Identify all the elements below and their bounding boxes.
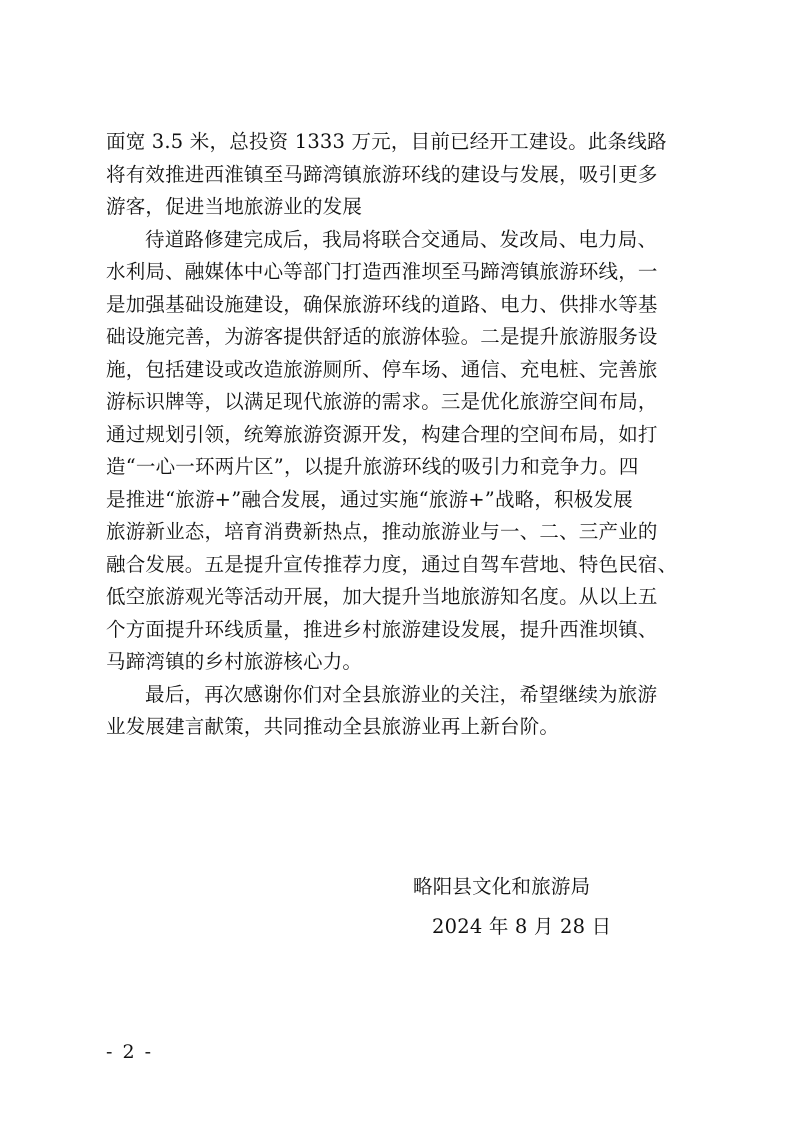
page-number: - 2 -	[106, 1041, 154, 1063]
paragraph-line: 游客，促进当地旅游业的发展	[106, 195, 363, 218]
paragraph-1	[106, 126, 696, 224]
paragraph-line: 低空旅游观光等活动开展，加大提升当地旅游知名度。从以上五	[106, 585, 658, 608]
paragraph-line: 个方面提升环线质量，推进乡村旅游建设发展，提升西淮坝镇、	[106, 617, 658, 641]
paragraph-line: 是加强基础设施建设，确保旅游环线的道路、电力、供排水等基	[106, 292, 658, 316]
paragraph-line: 待道路修建完成后，我局将联合交通局、发改局、电力局、	[145, 227, 658, 251]
paragraph-line: 融合发展。五是提升宣传推荐力度，通过自驾车营地、特色民宿、	[106, 552, 678, 576]
paragraph-line: 是推进“旅游+”融合发展，通过实施“旅游+”战略，积极发展	[106, 487, 633, 511]
paragraph-line: 将有效推进西淮镇至马蹄湾镇旅游环线的建设与发展，吸引更多	[106, 162, 658, 186]
signature-date: 2024 年 8 月 28 日	[432, 915, 612, 938]
document-body	[106, 126, 696, 744]
paragraph-2	[106, 224, 696, 679]
paragraph-line: 业发展建言献策，共同推动全县旅游业再上新台阶。	[106, 715, 560, 738]
paragraph-line: 通过规划引领，统筹旅游资源开发，构建合理的空间布局，如打	[106, 422, 658, 446]
paragraph-line: 马蹄湾镇的乡村旅游核心力。	[106, 650, 363, 673]
paragraph-line: 面宽 3.5 米，总投资 1333 万元，目前已经开工建设。此条线路	[106, 130, 667, 153]
paragraph-line: 施，包括建设或改造旅游厕所、停车场、通信、充电桩、完善旅	[106, 357, 658, 381]
paragraph-line: 造“一心一环两片区”，以提升旅游环线的吸引力和竞争力。四	[106, 455, 639, 478]
paragraph-line: 旅游新业态，培育消费新热点，推动旅游业与一、二、三产业的	[106, 520, 658, 543]
paragraph-line: 游标识牌等，以满足现代旅游的需求。三是优化旅游空间布局，	[106, 390, 658, 413]
paragraph-line: 最后，再次感谢你们对全县旅游业的关注，希望继续为旅游	[145, 682, 658, 706]
paragraph-3	[106, 679, 696, 744]
signature-organization: 略阳县文化和旅游局	[413, 875, 591, 898]
paragraph-line: 础设施完善，为游客提供舒适的旅游体验。二是提升旅游服务设	[106, 325, 658, 348]
paragraph-line: 水利局、融媒体中心等部门打造西淮坝至马蹄湾镇旅游环线，一	[106, 260, 658, 283]
